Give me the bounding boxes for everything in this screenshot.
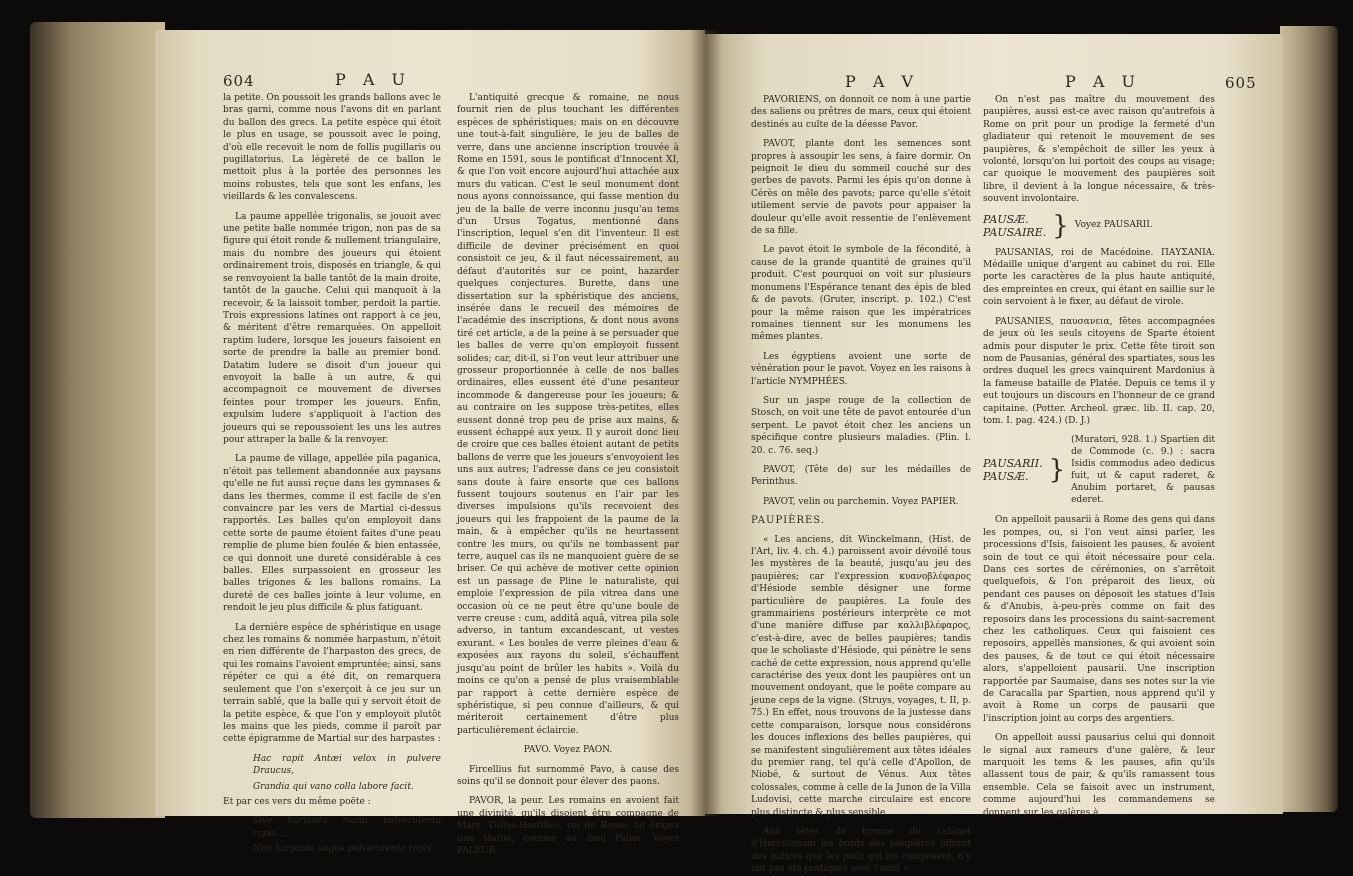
left-page-number: 604 (223, 72, 255, 90)
paragraph: PAVOR, la peur. Les romains en avoient fait une divinité, qu'ils disoient être compagne de Mars. Tullus-Hostilius, roi de Rome, lui érigea une statue, comme au dieu Palior. Voyez PALEUR. (457, 796, 679, 856)
left-running-head: P A U (335, 70, 411, 89)
brace-reference: (Muratori, 928. 1.) Spartien dit de Commode (c. 9.) : sacra Isidis commodus adeo dedicus fuit, ut & caput raderet, & Anubim portaret, & pausas ederet. (1071, 435, 1215, 506)
brace-names (983, 457, 1043, 483)
brace-names (983, 213, 1046, 239)
brace-entry (983, 434, 1215, 506)
cross-reference: PAVO. Voyez PAON. (523, 745, 613, 756)
verse-line: Hac rapit Antæi velox in pulvere Draucus, (253, 753, 441, 777)
verse-line: Non harpasta vagus pulverulenta rapis. (253, 844, 435, 855)
paragraph: Le pavot étoit le symbole de la fécondité, à cause de la grande quantité de graines qu'il produit. C'est pourquoi on voit sur plusieurs monumens l'Espérance tenant des épis de bled & de pavots. (Gruter, inscript. p. 102.) C'est pour la même raison que les impératrices romaines tiennent sur les monumens les mêmes plantes. (751, 245, 971, 343)
brace-name: PAUSÆ. (983, 470, 1029, 484)
right-page-number: 605 (1225, 74, 1257, 92)
brace-icon: } (1048, 455, 1066, 486)
right-running-head-left: P A V (845, 72, 920, 91)
paragraph: Et par ces vers du même poëte : (223, 796, 371, 807)
paragraph: PAUSANIES, παυσανεια, fêtes accompagnées de jeux où les seuls citoyens de Sparte étoient admis pour disputer le prix. Cette fête tiroit son nom de Pausanias, général des spartiates, sous les ordres duquel les grecs vainquirent Mardonius à la fameuse bataille de Platée. Depuis ce tems il y eut toujours un discours en l'honneur de ce grand capitaine. (Potter. Archeol. græc. lib. II. cap. 20, tom. I. pag. 424.) (D. J.) (983, 316, 1215, 426)
paragraph: Fircellius fut surnommé Pavo, à cause des soins qu'il se donnoit pour élever des paons. (457, 764, 679, 787)
brace-name: PAUSARII. (983, 457, 1043, 471)
brace-icon: } (1052, 210, 1069, 241)
paragraph: L'antiquité grecque & romaine, ne nous fournit rien de plus touchant les différentes espèces de sphéristiques; mais on en découvre une tout-à-fait singulière, le jeu de balles de verre, dans une ancienne inscription trouvée à Rome en 1591, sous le pontificat d'Innocent XI, & que l'on voit encore aujourd'hui attachée aux murs du vatican. C'est le seul monument dont nous ayons connoissance, qui fasse mention du jeu de la balle de verre inconnu jusqu'au tems d'un Ursus Togatus, mentionné dans l'inscription, lequel s'en dit l'inventeur. Il est difficile de deviner précisément en quoi consistoit ce jeu, & il faut nécessairement, au défaut d'autorités sur ce point, hazarder quelques conjectures. Burette, dans une dissertation sur la sphéristique des anciens, insérée dans le recueil des mémoires de l'académie des inscriptions, & dont nous avons tiré cet article, a de la peine à se persuader que les balles de verre qu'on employoit fussent solides; car, dit-il, si l'on veut leur attribuer une grosseur proportionnée à celle de nos balles ordinaires, elles eussent été d'une pesanteur incommode & dangereuse pour les joueurs; & au contraire on les suppose très-petites, elles eussent donné trop peu de prise aux mains, & eussent échappé aux yeux. Il y auroit donc lieu de croire que ces balles étoient autant de petits ballons de verre que les joueurs s'envoyoient les uns aux autres; l'adresse dans ce jeu consistoit sans doute à faire ensorte que ces ballons fussent toujours soutenus en l'air par les diverses impulsions qu'ils recevoient des joueurs qui les frappoient de la paume de la main, & à empêcher qu'ils ne heurtassent contre les murs, ou qu'ils ne tombassent par terre, auquel cas ils ne manquoient guère de se briser. Ce qui achève de motiver cette opinion est un passage de Pline le naturaliste, qui emploie l'expression de pila vitrea dans une occasion où ce ne peut être qu'une boule de verre creuse : cum, additâ aquâ, vitrea pila sole adverso, in tantum excandescant, ut vestes exurant. « Les boules de verre pleines d'eau & exposées aux rayons du soleil, s'échauffent jusqu'au point de brûler les habits ». Voilà du moins ce qu'on a pensé de plus vraisemblable par rapport à cette dernière espèce de sphéristique, si peu connue d'ailleurs, & qui mériteroit certainement d'être plus particulièrement éclaircie. (457, 93, 679, 736)
paragraph: La dernière espèce de sphéristique en usage chez les romains & nommée harpastum, n'étoit en rien différente de l'harpaston des grecs, de qui les romains l'avoient empruntée; ainsi, sans répéter ce qui a été dit, on remarquera seulement que l'on s'exerçoit à ce jeu sur un terrain sablé, que la balle qui y servoit étoit de la petite espèce, & que l'on y employoit plutôt les mains que les pieds, comme il paroît par cette épigramme de Martial sur des harpastes : (223, 622, 441, 745)
right-page (705, 34, 1283, 875)
verse-line: Grandia qui vano colla labore facit. (253, 781, 414, 792)
right-page-edges (1280, 26, 1338, 812)
right-running-head-right: P A U (1065, 72, 1141, 91)
left-page (155, 30, 705, 856)
left-column-2 (457, 92, 679, 856)
paragraph: On appelloit aussi pausarius celui qui donnoit le signal aux rameurs d'une galère, & leur marquoit les tems & les pauses, afin qu'ils allassent tous de pair, & qu'ils ramassent tous ensemble. Cela se faisoit avec un instrument, comme aujourd'hui les commandemens se donnent sur les galères à (983, 733, 1215, 818)
left-column-1 (223, 92, 441, 855)
paragraph: On n'est pas maître du mouvement des paupières, aussi est-ce avec raison qu'autrefois à Rome on prit pour un prodige la fermeté d'un gladiateur qui retenoit le mouvement de ses paupières, & s'empêchoit de siller les yeux à volonté, lorsqu'on lui portoit des coups au visage; car quoique le mouvement des paupières soit libre, il devient à la longue nécessaire, & très-souvent involontaire. (983, 95, 1215, 205)
paragraph: Aux têtes de bronze du cabinet d'Herculanum les bords des paupières offrent des indices que les poils qui les composent, n'y ont pas été pratiqués avec l'outil ». (751, 826, 971, 875)
paragraph: Les égyptiens avoient une sorte de vénération pour le pavot. Voyez en les raisons à l'article NYMPHÉES. (751, 351, 971, 387)
paragraph: La paume appellée trigonalis, se jouoit avec une petite balle nommée trigon, non pas de sa figure qui étoit ronde & nullement triangulaire, mais du nombre des joueurs qui étoient ordinairement trois, disposés en triangle, & qui se renvoyoient la balle tantôt de la main droite, tantôt de la gauche. Celui qui manquoit à la recevoir, & la laissoit tomber, perdoit la partie. Trois expressions latines ont rapport à ce jeu, & méritent d'être remarquées. On appelloit raptim ludere, lorsque les joueurs faisoient en sorte de prendre la balle au premier bond. Datatim ludere se disoit d'un joueur qui envoyoit la balle à un autre, & qui accompagnoit ce mouvement de diverses feintes pour tromper les joueurs. Enfin, expulsim ludere s'appliquoit à l'action des joueurs qui se repoussoient les uns les autres pour attraper la balle & la renvoyer. (223, 211, 441, 445)
right-column-1 (751, 94, 971, 875)
verse-line: Sive harpasta manu pulverulenta rapis.... (253, 816, 441, 839)
paragraph: La paume de village, appellée pila paganica, n'étoit pas tellement abandonnée aux paysans qu'elle ne fut aussi reçue dans les gymnases & dans les thermes, comme il est facile de s'en convaincre par les vers de Martial ci-dessus rapportés. Les balles qu'on employoit dans cette sorte de paume étoient faites d'une peau remplie de plume bien foulée & bien entassée, ce qui donnoit une dureté considérable à ces balles. Elles surpassoient en grosseur les balles trigones & les ballons romains. La dureté de ces balles jointe à leur volume, en rendoit le jeu plus difficile & plus fatiguant. (223, 454, 441, 614)
paragraph: la petite. On poussoit les grands ballons avec le bras garni, comme nous l'avons dit en parlant du ballon des grecs. La petite espèce qui étoit le plus en usage, se poussoit avec le poing, d'où elle recevoit le nom de follis pugillaris ou pugillatorius. La légèreté de ce ballon le mettoit plus à la portée des personnes les moins robustes, tels que sont les enfans, les vieillards & les convalescens. (223, 93, 441, 203)
paragraph: On appelloit pausarii à Rome des gens qui dans les pompes, ou, si l'on veut ainsi parler, les processions d'Isis, faisoient les pauses, & avoient soin de tout ce qui étoit nécessaire pour cela. Dans ces sortes de cérémonies, on s'arrêtoit quelquefois, & l'on préparoit des lieux, où pendant ces pauses on déposoit les statues d'Isis & d'Anubis, à-peu-près comme on fait des reposoirs dans les processions du saint-sacrement chez les catholiques. Ceux qui faisoient ces reposoirs, appellés mansiones, & qui avoient soin des pauses, & de tout ce qui étoit nécessaire alors, s'appelloient pausarii. Une inscription rapportée par Saumaise, dans ses notes sur la vie de Caracalla par Spartien, nous apprend qu'il y avoit à Rome un corps de pausarii que l'inscription joint au corps des argentiers. (983, 515, 1215, 724)
paragraph: Sur un jaspe rouge de la collection de Stosch, on voit une tête de pavot entourée d'un serpent. Le pavot étoit chez les anciens un spécifique contre plusieurs maladies. (Plin. l. 20. c. 76. seq.) (751, 395, 971, 456)
right-column-2 (983, 94, 1215, 818)
paragraph: PAVORIENS, on donnoit ce nom à une partie des saliens ou prêtres de mars, ceux qui étoient destinés au culte de la déesse Pavor. (751, 95, 971, 130)
brace-name: PAUSAIRE. (983, 225, 1047, 239)
section-heading: PAUPIÈRES. (751, 515, 825, 527)
paragraph: PAUSANIAS, roi de Macédoine. ΠΑΥΣΑΝΙΑ. Médaille unique d'argent au cabinet du roi. Elle porte les caractères de la plus haute antiquité, des empreintes en creux, qui étant en saillie sur le coin servoient à le fixer, au défaut de virole. (983, 247, 1215, 308)
book-gutter (690, 30, 722, 816)
cross-reference: Voyez PAUSARII. (1074, 220, 1153, 231)
paragraph: PAVOT, plante dont les semences sont propres à assoupir les sens, à faire dormir. On peignoit le dieu du sommeil couché sur des gerbes de pavots. Parmi les épis qu'on donne à Cérès on mêle des pavots; parce qu'elle s'étoit utilement servie de pavots pour appaiser la douleur qu'elle avoit ressentie de l'enlèvement de sa fille. (751, 139, 971, 237)
brace-name: PAUSÆ. (983, 212, 1029, 226)
brace-entry (983, 210, 1215, 241)
paragraph: PAVOT, velin ou parchemin. Voyez PAPIER. (763, 496, 959, 507)
paragraph: PAVOT, (Tête de) sur les médailles de Perinthus. (751, 464, 971, 488)
left-page-edges (30, 22, 165, 818)
paragraph: « Les anciens, dit Winckelmann, (Hist. de l'Art, liv. 4. ch. 4.) paroissent avoir dévoilé tous les mystères de la beauté, jusqu'au jeu des paupières; car l'expression κυανοβλέφαρος d'Hésiode semble désigner une forme particulière de paupières. La foule des grammairiens postérieurs interprète ce mot d'une manière diffuse par καλλιβλέφαρος, c'est-à-dire, avec de belles paupières; tandis que le scholiaste d'Hésiode, qui pénètre le sens caché de cette expression, nous apprend qu'elle caractérise des yeux dont les paupières ont un mouvement ondoyant, que le poëte compare au jeune ceps de la vigne. (Struys, voyages, t. II, p. 75.) En effet, nous trouvons de la justesse dans cette comparaison, lorsque nous considérons les douces inflexions des belles paupières, qui se manifestent singulièrement aux têtes idéales du premier rang, tel qu'à celle d'Apollon, de Niobé, & surtout de Vénus. Aux têtes colossales, comme à celle de la Junon de la Villa Ludovisi, cette marche circulaire est encore plus distincte & plus sensible. (751, 534, 971, 818)
